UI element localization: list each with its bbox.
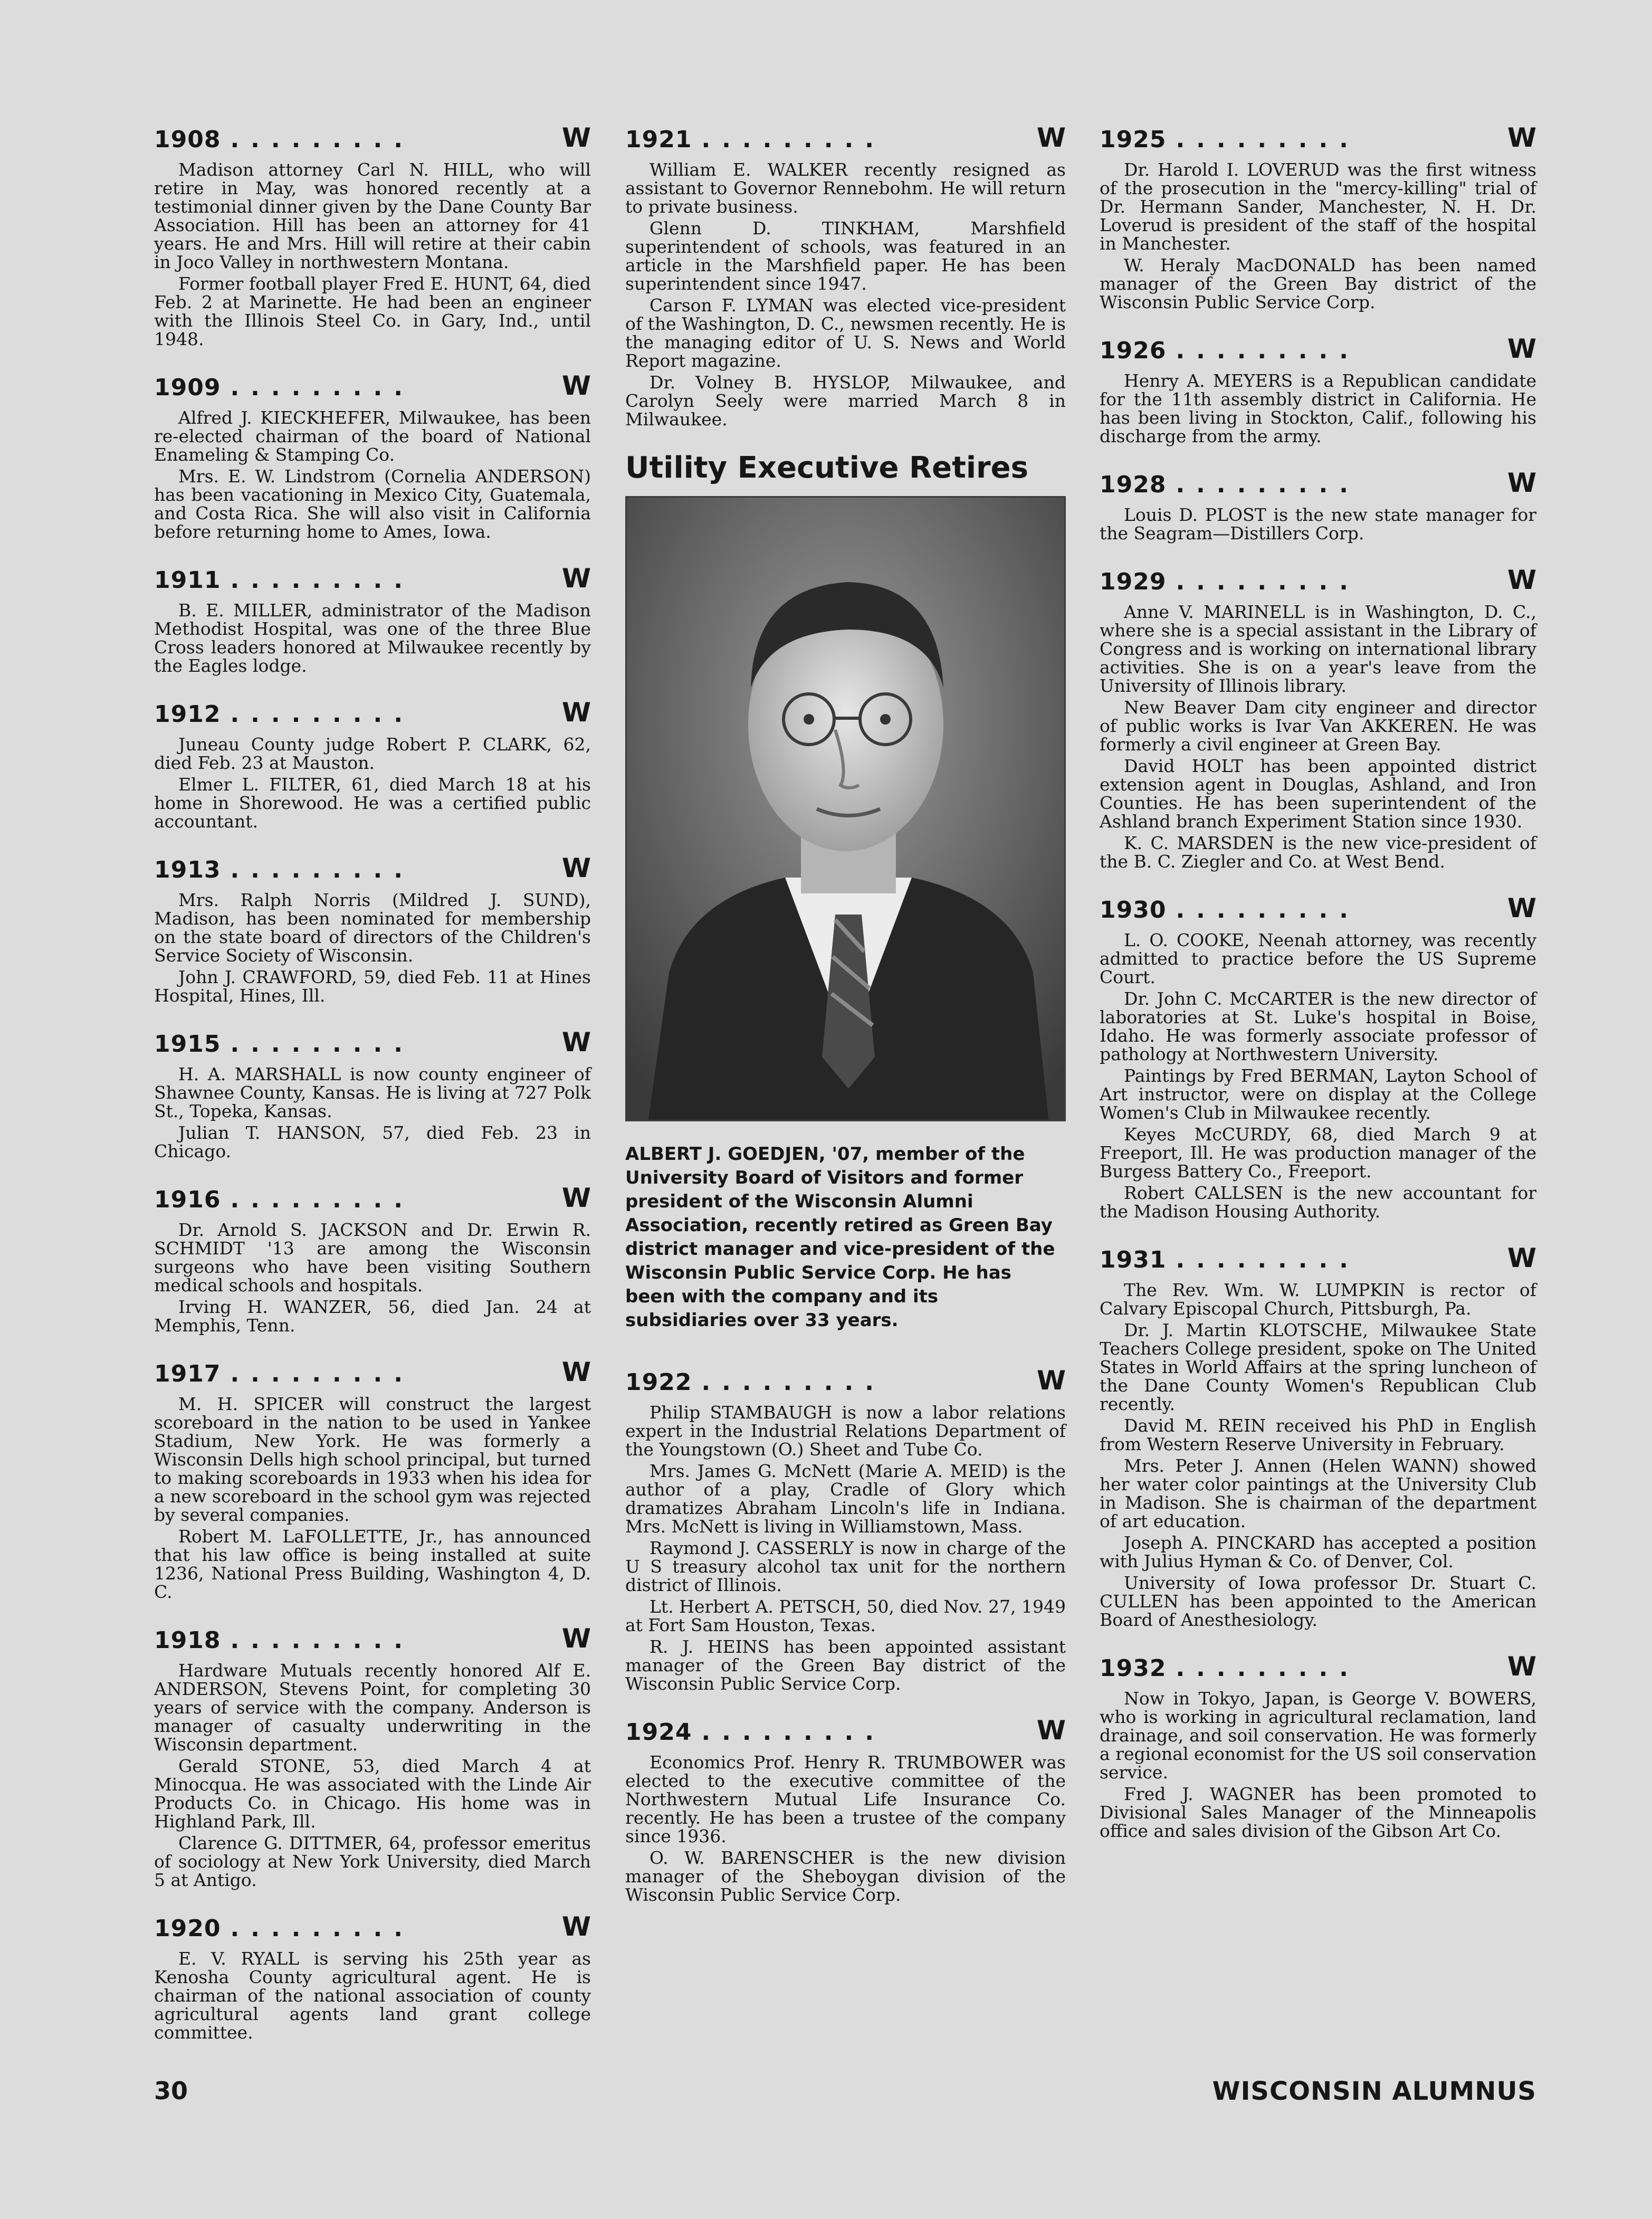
class-year-section: [154, 1026, 591, 1160]
leader-dots: .........: [230, 126, 414, 153]
alumni-note: Mrs. James G. McNett (Marie A. MEID) is the author of a play, Cradle of Glory which dramatizes Abraham Lincoln's life in Indiana. Mrs. McNett is living in Williamstown, Mass.: [625, 1461, 1066, 1537]
class-year-heading: [154, 696, 591, 728]
alumni-note: Glenn D. TINKHAM, Marshfield superintendent of schools, was featured in an article in the Marshfield paper. He has been superintendent since 1947.: [625, 218, 1066, 294]
w-mark: W: [561, 563, 591, 594]
alumni-note: Paintings by Fred BERMAN, Layton School of Art instructor, were on display at the College Women's Club in Milwaukee recently.: [1100, 1065, 1536, 1123]
alumni-note: Mrs. Ralph Norris (Mildred J. SUND), Madison, has been nominated for membership on the state board of directors of the Children's Service Society of Wisconsin.: [154, 890, 591, 966]
class-year: 1926: [1100, 337, 1167, 364]
alumni-note: Irving H. WANZER, 56, died Jan. 24 at Memphis, Tenn.: [154, 1297, 591, 1336]
alumni-note: W. Heraly MacDONALD has been named manager of the Green Bay district of the Wisconsin Public Service Corp.: [1100, 255, 1536, 312]
portrait-image: [627, 498, 1066, 1121]
alumni-note: The Rev. Wm. W. LUMPKIN is rector of Calvary Episcopal Church, Pittsburgh, Pa.: [1100, 1280, 1536, 1319]
leader-dots: .........: [1176, 337, 1360, 364]
alumni-note: David M. REIN received his PhD in English from Western Reserve University in February.: [1100, 1415, 1536, 1454]
alumni-note: Mrs. Peter J. Annen (Helen WANN) showed her water color paintings at the University Club in Madison. She is chairman of the department of art education.: [1100, 1455, 1536, 1531]
class-year-section: [1100, 1242, 1536, 1629]
alumni-note: L. O. COOKE, Neenah attorney, was recently admitted to practice before the US Supreme Court.: [1100, 930, 1536, 987]
class-year: 1929: [1100, 568, 1167, 595]
alumni-note: Now in Tokyo, Japan, is George V. BOWERS, who is working in agricultural reclamation, land drainage, and soil conservation. He was formerly a regional economist for the US soil conservation service.: [1100, 1688, 1536, 1783]
leader-dots: .........: [230, 1627, 414, 1654]
class-year-heading: [625, 121, 1066, 153]
class-year-section: [154, 1910, 591, 2042]
alumni-note: David HOLT has been appointed district extension agent in Douglas, Ashland, and Iron Counties. He has been superintendent of the Ashland branch Experiment Station since 1930.: [1100, 756, 1536, 832]
class-year: 1920: [154, 1915, 221, 1942]
class-year: 1930: [1100, 897, 1167, 923]
class-year-section: [1100, 466, 1536, 542]
alumni-note: John J. CRAWFORD, 59, died Feb. 11 at Hines Hospital, Hines, Ill.: [154, 967, 591, 1006]
alumni-note: Dr. Volney B. HYSLOP, Milwaukee, and Carolyn Seely were married March 8 in Milwaukee.: [625, 372, 1066, 430]
class-year-section: [154, 369, 591, 541]
alumni-note: William E. WALKER recently resigned as assistant to Governor Rennebohm. He will return to private business.: [625, 159, 1066, 217]
class-year-heading: [154, 1182, 591, 1213]
w-mark: W: [561, 1027, 591, 1058]
leader-dots: .........: [701, 1369, 885, 1396]
class-year-section: [154, 1622, 591, 1889]
leader-dots: .........: [1176, 1246, 1360, 1273]
alumni-note: New Beaver Dam city engineer and director of public works is Ivar Van AKKEREN. He was formerly a civil engineer at Green Bay.: [1100, 697, 1536, 755]
alumni-note: Dr. J. Martin KLOTSCHE, Milwaukee State Teachers College president, spoke on The United States in World Affairs at the spring luncheon of the Dane County Women's Republican Club recently.: [1100, 1320, 1536, 1414]
class-year-heading: [154, 121, 591, 153]
w-mark: W: [561, 370, 591, 401]
alumni-note: Alfred J. KIECKHEFER, Milwaukee, has been re-elected chairman of the board of National Enameling & Stamping Co.: [154, 407, 591, 465]
alumni-note: Clarence G. DITTMER, 64, professor emeritus of sociology at New York University, died March 5 at Antigo.: [154, 1833, 591, 1890]
alumni-note: Fred J. WAGNER has been promoted to Divisional Sales Manager of the Minneapolis office and sales division of the Gibson Art Co.: [1100, 1784, 1536, 1841]
alumni-note: Robert M. LaFOLLETTE, Jr., has announced that his law office is being installed at suite 1236, National Press Building, Washington 4, D. C.: [154, 1526, 591, 1602]
alumni-note: Hardware Mutuals recently honored Alf E. ANDERSON, Stevens Point, for completing 30 years of service with the company. Anderson is manager of casualty underwriting in the Wisconsin department.: [154, 1660, 591, 1755]
leader-dots: .........: [1176, 126, 1360, 153]
alumni-note: Louis D. PLOST is the new state manager for the Seagram—Distillers Corp.: [1100, 504, 1536, 544]
class-year: 1924: [625, 1719, 692, 1746]
column-right: [1100, 121, 1536, 1861]
class-year-section: [625, 121, 1066, 428]
class-year-heading: [625, 1364, 1066, 1396]
w-mark: W: [1507, 468, 1536, 498]
page-number: 30: [154, 2077, 188, 2105]
class-year: 1909: [154, 374, 221, 401]
class-year: 1913: [154, 856, 221, 883]
class-year-heading: [154, 1622, 591, 1654]
class-year-heading: [1100, 332, 1536, 364]
class-year: 1922: [625, 1369, 692, 1396]
column-middle: [625, 121, 1066, 1925]
alumni-note: Joseph A. PINCKARD has accepted a position with Julius Hyman & Co. of Denver, Col.: [1100, 1532, 1536, 1572]
class-year-heading: [154, 1356, 591, 1387]
feature-headline: Utility Executive Retires: [625, 451, 1028, 485]
w-mark: W: [1507, 565, 1536, 595]
w-mark: W: [561, 1911, 591, 1942]
leader-dots: .........: [230, 1915, 414, 1942]
class-year-section: [154, 852, 591, 1005]
class-year-section: [1100, 1650, 1536, 1840]
w-mark: W: [1507, 1651, 1536, 1682]
alumni-note: O. W. BARENSCHER is the new division manager of the Sheboygan division of the Wisconsin Public Service Corp.: [625, 1847, 1066, 1905]
w-mark: W: [1507, 1243, 1536, 1273]
leader-dots: .........: [230, 856, 414, 883]
leader-dots: .........: [1176, 897, 1360, 923]
w-mark: W: [561, 853, 591, 883]
alumni-note: Dr. Arnold S. JACKSON and Dr. Erwin R. SCHMIDT '13 are among the Wisconsin surgeons who have been visiting Southern medical schools and hospitals.: [154, 1220, 591, 1296]
w-mark: W: [1036, 1715, 1066, 1746]
class-year-section: [154, 1356, 591, 1601]
class-year: 1932: [1100, 1655, 1167, 1682]
class-year-heading: [1100, 121, 1536, 153]
masthead: WISCONSIN ALUMNUS: [1212, 2077, 1536, 2106]
leader-dots: .........: [701, 1719, 885, 1746]
leader-dots: .........: [230, 1186, 414, 1213]
alumni-note: K. C. MARSDEN is the new vice-president of the B. C. Ziegler and Co. at West Bend.: [1100, 833, 1536, 872]
w-mark: W: [561, 122, 591, 153]
class-year-heading: [1100, 892, 1536, 923]
class-year: 1916: [154, 1186, 221, 1213]
leader-dots: .........: [701, 126, 885, 153]
leader-dots: .........: [230, 1360, 414, 1387]
class-year: 1918: [154, 1627, 221, 1654]
alumni-note: Elmer L. FILTER, 61, died March 18 at his home in Shorewood. He was a certified public accountant.: [154, 774, 591, 832]
leader-dots: .........: [230, 701, 414, 728]
alumni-note: Robert CALLSEN is the new accountant for the Madison Housing Authority.: [1100, 1183, 1536, 1222]
alumni-note: Carson F. LYMAN was elected vice-president of the Washington, D. C., newsmen recently. He is the managing editor of U. S. News and World Report magazine.: [625, 295, 1066, 371]
class-year-heading: [1100, 1242, 1536, 1273]
class-year-section: [625, 1364, 1066, 1693]
alumni-note: Julian T. HANSON, 57, died Feb. 23 in Chicago.: [154, 1122, 591, 1161]
alumni-note: Dr. Harold I. LOVERUD was the first witness of the prosecution in the "mercy-killing" trial of Dr. Hermann Sander, Manchester, N. H. Dr. Loverud is president of the staff of the hospital in Manchester.: [1100, 159, 1536, 254]
class-year-section: [1100, 564, 1536, 871]
class-year-heading: [625, 1714, 1066, 1746]
class-year-heading: [1100, 564, 1536, 595]
alumni-note: R. J. HEINS has been appointed assistant manager of the Green Bay district of the Wisconsin Public Service Corp.: [625, 1636, 1066, 1694]
leader-dots: .........: [1176, 471, 1360, 498]
w-mark: W: [1036, 1365, 1066, 1396]
alumni-note: H. A. MARSHALL is now county engineer of Shawnee County, Kansas. He is living at 727 Polk St., Topeka, Kansas.: [154, 1064, 591, 1121]
class-year: 1925: [1100, 126, 1167, 153]
w-mark: W: [561, 1623, 591, 1654]
class-year-section: [625, 1714, 1066, 1904]
alumni-note: Juneau County judge Robert P. CLARK, 62, died Feb. 23 at Mauston.: [154, 734, 591, 773]
class-year-section: [1100, 892, 1536, 1221]
leader-dots: .........: [230, 567, 414, 594]
w-mark: W: [561, 1357, 591, 1387]
class-year: 1921: [625, 126, 692, 153]
class-year: 1911: [154, 567, 221, 594]
alumni-note: Dr. John C. McCARTER is the new director of laboratories at St. Luke's hospital in Boise, Idaho. He was formerly associate professor of pathology at Northwestern University.: [1100, 988, 1536, 1064]
alumni-note: Mrs. E. W. Lindstrom (Cornelia ANDERSON) has been vacationing in Mexico City, Guatemala, and Costa Rica. She will also visit in California before returning home to Ames, Iowa.: [154, 466, 591, 542]
w-mark: W: [1507, 122, 1536, 153]
alumni-note: Henry A. MEYERS is a Republican candidate for the 11th assembly district in California. He has been living in Stockton, Calif., following his discharge from the army.: [1100, 370, 1536, 446]
alumni-note: University of Iowa professor Dr. Stuart C. CULLEN has been appointed to the American Board of Anesthesiology.: [1100, 1573, 1536, 1630]
class-year: 1915: [154, 1031, 221, 1058]
leader-dots: .........: [230, 374, 414, 401]
class-year-heading: [1100, 466, 1536, 498]
middle-bottom-notes: [625, 1364, 1066, 1904]
class-year-heading: [154, 1910, 591, 1942]
photo-caption: ALBERT J. GOEDJEN, '07, member of the University Board of Visitors and former president of the Wisconsin Alumni Association, recently retired as Green Bay district manager and vice-president of the Wisconsin Public Service Corp. He has been with the company and its subsidiaries over 33 years.: [625, 1144, 1055, 1331]
class-year-heading: [154, 562, 591, 594]
leader-dots: .........: [1176, 1655, 1360, 1682]
class-year-section: [154, 562, 591, 675]
class-year: 1931: [1100, 1246, 1167, 1273]
alumni-note: Former football player Fred E. HUNT, 64, died Feb. 2 at Marinette. He had been an engineer with the Illinois Steel Co. in Gary, Ind., until 1948.: [154, 273, 591, 349]
portrait-photo: [625, 496, 1066, 1121]
page-footer: [154, 2077, 1536, 2106]
class-year-section: [154, 696, 591, 831]
column-left: [154, 121, 591, 2063]
alumni-note: Economics Prof. Henry R. TRUMBOWER was elected to the executive committee of the Northwestern Mutual Life Insurance Co. recently. He has been a trustee of the company since 1936.: [625, 1752, 1066, 1846]
class-year: 1912: [154, 701, 221, 728]
class-year-section: [154, 1182, 591, 1335]
class-year: 1908: [154, 126, 221, 153]
alumni-note: M. H. SPICER will construct the largest scoreboard in the nation to be used in Yankee Stadium, New York. He was formerly a Wisconsin Dells high school principal, but turned to making scoreboards in 1933 when his idea for a new scoreboard in the school gym was rejected by several companies.: [154, 1394, 591, 1525]
alumni-note: Lt. Herbert A. PETSCH, 50, died Nov. 27, 1949 at Fort Sam Houston, Texas.: [625, 1596, 1066, 1635]
class-year: 1928: [1100, 471, 1167, 498]
class-year-heading: [1100, 1650, 1536, 1682]
w-mark: W: [561, 1183, 591, 1213]
class-year-heading: [154, 1026, 591, 1058]
w-mark: W: [1507, 334, 1536, 364]
alumni-note: Gerald STONE, 53, died March 4 at Minocqua. He was associated with the Linde Air Products Co. in Chicago. His home was in Highland Park, Ill.: [154, 1756, 591, 1832]
leader-dots: .........: [1176, 568, 1360, 595]
alumni-note: E. V. RYALL is serving his 25th year as Kenosha County agricultural agent. He is chairman of the national association of county agricultural agents land grant college committee.: [154, 1948, 591, 2043]
leader-dots: .........: [230, 1031, 414, 1058]
w-mark: W: [561, 697, 591, 728]
class-year: 1917: [154, 1360, 221, 1387]
class-year-section: [1100, 121, 1536, 311]
class-year-section: [154, 121, 591, 348]
w-mark: W: [1036, 122, 1066, 153]
class-year-heading: [154, 369, 591, 401]
w-mark: W: [1507, 893, 1536, 923]
middle-top-notes: [625, 121, 1066, 428]
alumni-note: Madison attorney Carl N. HILL, who will retire in May, was honored recently at a testimonial dinner given by the Dane County Bar Association. Hill has been an attorney for 41 years. He and Mrs. Hill will retire at their cabin in Joco Valley in northwestern Montana.: [154, 159, 591, 272]
alumni-note: Keyes McCURDY, 68, died March 9 at Freeport, Ill. He was production manager of the Burgess Battery Co., Freeport.: [1100, 1124, 1536, 1182]
alumni-note: Philip STAMBAUGH is now a labor relations expert in the Industrial Relations Department of the Youngstown (O.) Sheet and Tube Co.: [625, 1402, 1066, 1460]
alumni-note: B. E. MILLER, administrator of the Madison Methodist Hospital, was one of the three Blue Cross leaders honored at Milwaukee recently by the Eagles lodge.: [154, 600, 591, 676]
class-year-heading: [154, 852, 591, 883]
alumni-note: Anne V. MARINELL is in Washington, D. C., where she is a special assistant in the Library of Congress and is working on international library activities. She is on a year's leave from the University of Illinois library.: [1100, 602, 1536, 696]
alumni-note: Raymond J. CASSERLY is now in charge of the U S treasury alcohol tax unit for the northern district of Illinois.: [625, 1538, 1066, 1595]
class-year-section: [1100, 332, 1536, 445]
